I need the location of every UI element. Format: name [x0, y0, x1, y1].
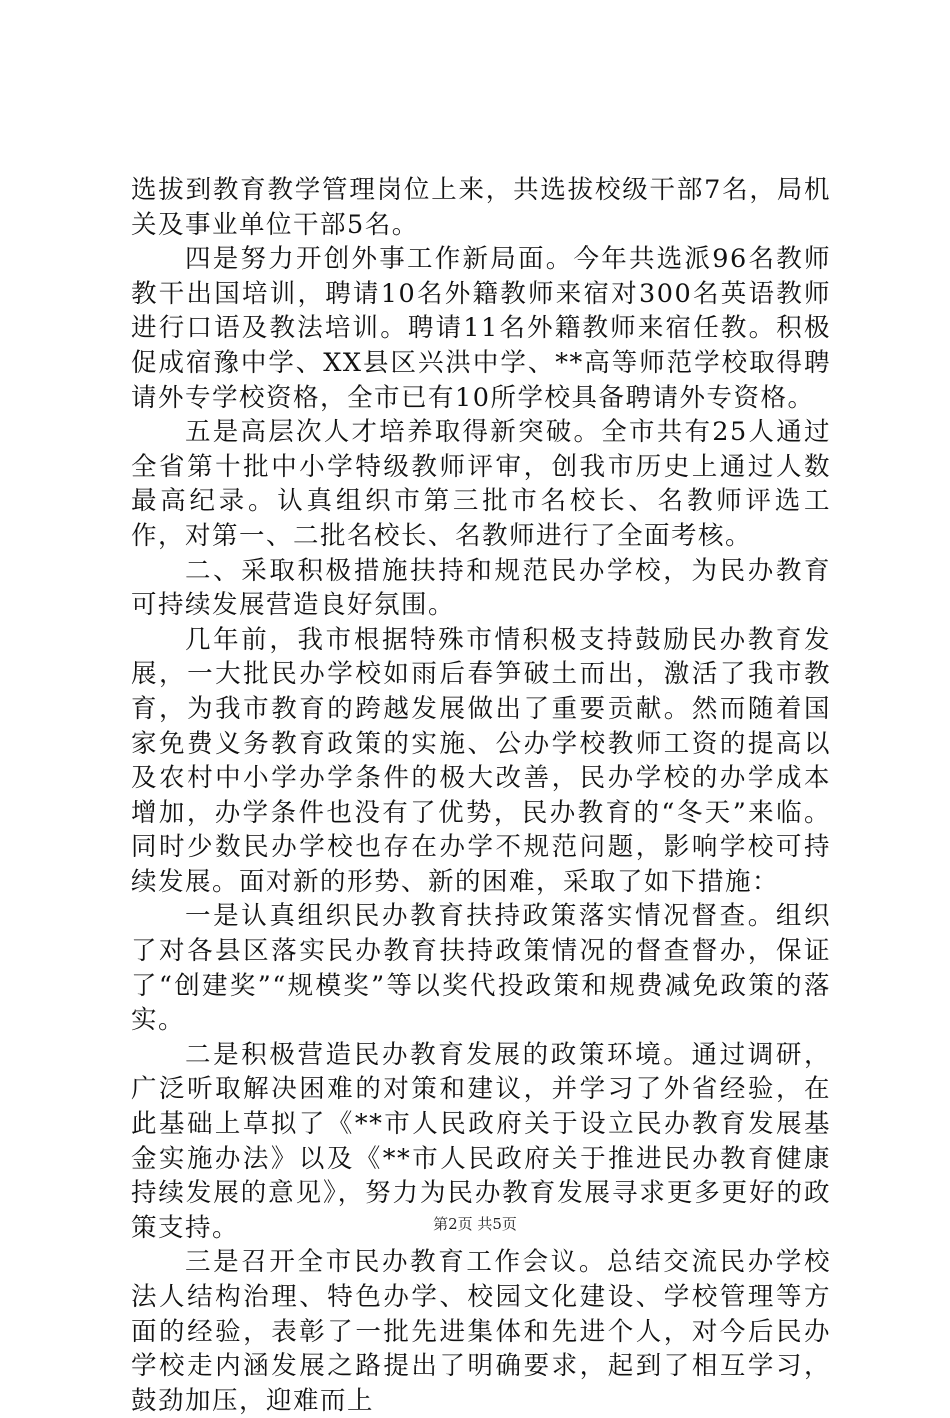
paragraph-foreign-affairs: 四是努力开创外事工作新局面。今年共选派96名教师教干出国培训，聘请10名外籍教师来宿对300名英语教师进行口语及教法培训。聘请11名外籍教师来宿任教。积极促成宿豫中学、XX县区兴洪中学、**高等师范学校取得聘请外专学校资格，全市已有10所学校具备聘请外专资格。 [131, 244, 831, 413]
paragraph-talent-training: 五是高层次人才培养取得新突破。全市共有25人通过全省第十批中小学特级教师评审，创我市历史上通过人数最高纪录。认真组织市第三批市名校长、名教师评选工作，对第一、二批名校长、名教师进行了全面考核。 [131, 417, 831, 551]
page-number-footer: 第2页 共5页 [433, 1215, 517, 1233]
paragraph-continuation: 选拔到教育教学管理岗位上来，共选拔校级干部7名，局机关及事业单位干部5名。 [131, 175, 831, 240]
paragraph-private-education-background: 几年前，我市根据特殊市情积极支持鼓励民办教育发展，一大批民办学校如雨后春笋破土而出，激活了我市教育，为我市教育的跨越发展做出了重要贡献。然而随着国家免费义务教育政策的实施、公办学校教师工资的提高以及农村中小学办学条件的极大改善，民办学校的办学成本增加，办学条件也没有了优势，民办教育的“冬天”来临。同时少数民办学校也存在办学不规范问题，影响学校可持续发展。面对新的形势、新的困难，采取了如下措施： [131, 624, 831, 897]
section-heading-private-schools: 二、采取积极措施扶持和规范民办学校，为民办教育可持续发展营造良好氛围。 [131, 555, 831, 621]
paragraph-work-conference: 三是召开全市民办教育工作会议。总结交流民办学校法人结构治理、特色办学、校园文化建设、学校管理等方面的经验，表彰了一批先进集体和先进个人，对今后民办学校走内涵发展之路提出了明确要求，起到了相互学习，鼓劲加压，迎难而上 [131, 1247, 831, 1416]
paragraph-policy-environment: 二是积极营造民办教育发展的政策环境。通过调研，广泛听取解决困难的对策和建议，并学习了外省经验，在此基础上草拟了《**市人民政府关于设立民办教育发展基金实施办法》以及《**市人民政府关于推进民办教育健康持续发展的意见》，努力为民办教育发展寻求更多更好的政策支持。 [131, 1039, 831, 1243]
paragraph-policy-supervision: 一是认真组织民办教育扶持政策落实情况督查。组织了对各县区落实民办教育扶持政策情况的督查督办，保证了“创建奖”“规模奖”等以奖代投政策和规费减免政策的落实。 [131, 901, 831, 1036]
